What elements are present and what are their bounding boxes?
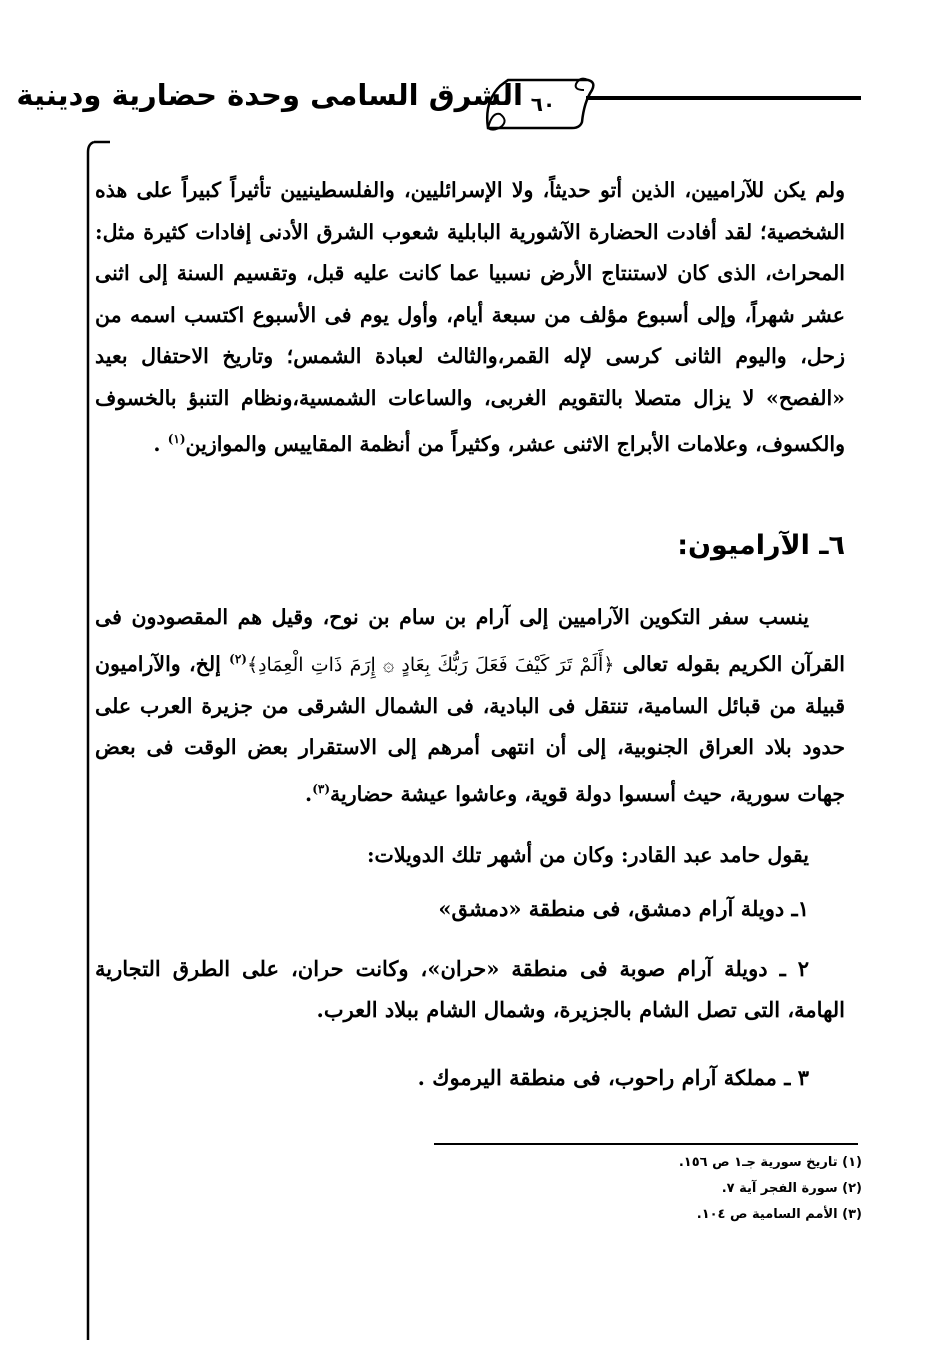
footnote: (٣) الأمم السامية ص ١٠٤.	[696, 1207, 862, 1222]
page-number: ٦٠	[530, 92, 556, 116]
section-heading: ٦ـ الآراميون:	[677, 530, 845, 561]
header-rule	[586, 96, 861, 100]
paragraph-text: إلخ، والآراميون قبيلة من قبائل السامية، تنتقل فى البادية، فى الشمال الشرقى من جزيرة العرب على حدود بلاد العراق الجنوبية، إلى أن انتهى أمرهم إلى الاستقرار بعض الوقت فى بعض جهات سورية، حيث أسسوا دولة قوية، وعاشوا عيشة حضارية	[95, 651, 845, 806]
footnote-ref: (١)	[167, 432, 186, 446]
paragraph-end: .	[153, 431, 168, 456]
paragraph-text: ولم يكن للآراميين، الذين أتو حديثاً، ولا الإسرائليين، والفلسطينيين تأثيراً كبيراً على هذه الشخصية؛ لقد أفادت الحضارة الآشورية البابلية شعوب الشرق الأدنى إفادات كثيرة مثل: المحراث، الذى كان لاستنتاج الأرض نسبيا عما كانت عليه قبل، وتقسيم السنة إلى اثنى عشر شهراً، وإلى أسبوع مؤلف من سبعة أيام، وأول يوم فى الأسبوع اكتسب اسمه من زحل، واليوم الثانى كرسى لإله القمر،والثالث لعبادة الشمس؛ وتاريخ الاحتفال بعيد «الفصح» لا يزال متصلا بالتقويم الغربى، والساعات الشمسية،ونظام التنبؤ بالخسوف والكسوف، وعلامات الأبراج الاثنى عشر، وكثيراً من أنظمة المقاييس والموازين	[95, 178, 845, 456]
body-paragraph	[95, 597, 845, 815]
footnote: (١) تاريخ سورية جـ١ ص ١٥٦.	[678, 1155, 862, 1170]
list-item: ٢ ـ دويلة آرام صوبة فى منطقة «حران»، وكانت حران، على الطرق التجارية الهامة، التى تصل الشام بالجزيرة، وشمال الشام ببلاد العرب.	[95, 956, 845, 1022]
paragraph-text: ينسب سفر التكوين الآراميين إلى آرام بن سام بن نوح، وقيل هم المقصودون فى القرآن الكريم بقوله تعالى	[95, 605, 846, 676]
body-paragraph	[95, 170, 845, 465]
footnote-ref: (٣)	[312, 781, 331, 796]
footnote-separator	[434, 1143, 858, 1145]
body-paragraph: يقول حامد عبد القادر: وكان من أشهر تلك الدويلات:	[366, 843, 809, 867]
paragraph-end: .	[305, 781, 313, 806]
running-header-title: الشرق السامى وحدة حضارية ودينية	[16, 78, 523, 112]
footnotes	[442, 1150, 862, 1228]
quran-verse: ﴿أَلَمْ تَرَ كَيْفَ فَعَلَ رَبُّكَ بِعَادٍ ۞ إِرَمَ ذَاتِ الْعِمَادِ﴾	[246, 653, 615, 676]
footnote-ref: (٢)	[229, 651, 247, 666]
list-item: ٣ ـ مملكة آرام راحوب، فى منطقة اليرموك .	[417, 1065, 809, 1090]
list-item: ١ـ دويلة آرام دمشق، فى منطقة «دمشق»	[438, 896, 809, 921]
footnote: (٢) سورة الفجر آية ٧.	[721, 1181, 862, 1196]
